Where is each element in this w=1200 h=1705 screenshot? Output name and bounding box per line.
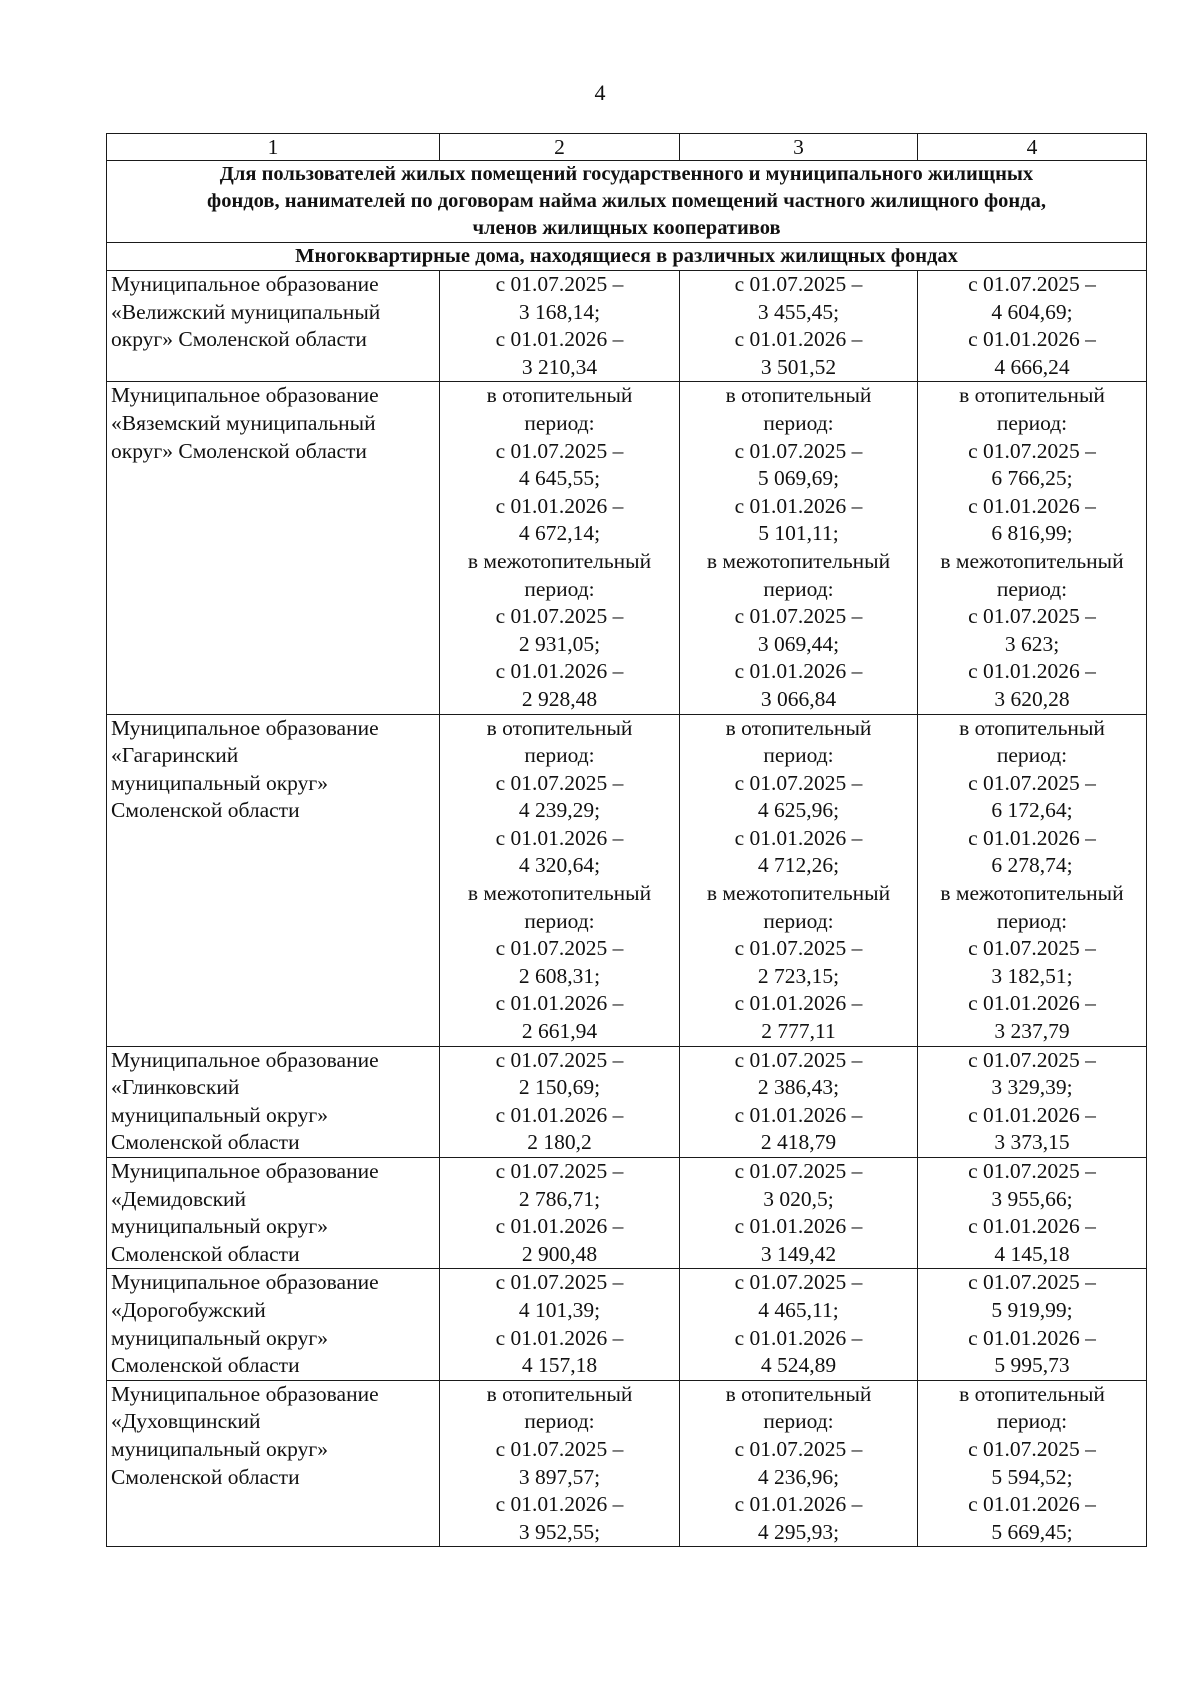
tariff-value-line: в отопительный <box>725 1381 872 1406</box>
tariff-value-line: с 01.01.2026 – <box>968 493 1096 518</box>
municipality-name-cell <box>107 271 440 382</box>
tariff-value-line: в межотопительный <box>940 548 1124 573</box>
tariff-value-line: с 01.07.2025 – <box>968 1047 1096 1072</box>
tariff-cell-col3 <box>680 714 918 1046</box>
municipality-name-line: округ» Смоленской области <box>111 327 367 352</box>
municipality-name-line: Муниципальное образование <box>111 383 379 408</box>
tariff-value-line: с 01.01.2026 – <box>734 825 863 850</box>
tariff-value-line: в отопительный <box>725 715 872 740</box>
municipality-name-line: муниципальный округ» <box>111 1102 328 1127</box>
tariff-value-line: 3 149,42 <box>760 1241 837 1266</box>
tariff-value-line: 2 786,71; <box>518 1186 601 1211</box>
tariff-value-line: с 01.07.2025 – <box>968 770 1096 795</box>
municipality-name-line: Муниципальное образование <box>111 715 379 740</box>
tariff-value-line: период: <box>996 576 1068 601</box>
tariff-value-line: с 01.07.2025 – <box>495 604 624 629</box>
tariff-value-line: 3 069,44; <box>757 631 840 656</box>
page-number: 4 <box>594 80 606 105</box>
tariff-value-line: 3 897,57; <box>518 1464 601 1489</box>
tariff-cell-col2 <box>440 1380 680 1547</box>
tariff-value-line: с 01.01.2026 – <box>495 1492 624 1517</box>
municipality-name-cell <box>107 1380 440 1547</box>
tariff-value-line: 3 237,79 <box>994 1019 1070 1044</box>
tariff-value-line: 3 455,45; <box>757 299 840 324</box>
tariff-value-line: с 01.07.2025 – <box>495 1159 624 1183</box>
tariff-value-line: 4 712,26; <box>757 853 840 878</box>
municipality-name-line: Смоленской области <box>111 1353 300 1378</box>
tariff-value-line: с 01.01.2026 – <box>734 1102 863 1127</box>
municipality-name-cell <box>107 1046 440 1157</box>
tariff-value-line: период: <box>524 410 595 435</box>
tariff-value-line: период: <box>763 908 834 933</box>
municipality-name-line: муниципальный округ» <box>111 770 328 795</box>
tariff-value-line: с 01.01.2026 – <box>968 1492 1096 1517</box>
tariff-cell-col2 <box>440 714 680 1046</box>
tariff-value-line: 3 168,14; <box>518 299 601 324</box>
municipality-name-line: Муниципальное образование <box>111 1381 379 1406</box>
tariff-value-line: с 01.07.2025 – <box>734 438 863 463</box>
tariff-value-line: с 01.01.2026 – <box>968 825 1096 850</box>
tariff-cell-col2 <box>440 271 680 382</box>
tariff-value-line: период: <box>763 410 834 435</box>
tariff-cell-col3 <box>680 382 918 714</box>
tariff-value-line: 2 418,79 <box>760 1130 837 1155</box>
tariff-value-line: 4 666,24 <box>994 354 1070 379</box>
municipality-name-line: муниципальный округ» <box>111 1436 328 1461</box>
municipality-name-line: Смоленской области <box>111 1464 300 1489</box>
tariff-value-line: период: <box>763 743 834 768</box>
column-number-3: 3 <box>680 134 918 161</box>
tariff-value-line: 4 645,55; <box>518 466 601 491</box>
tariff-value-line: период: <box>524 1409 595 1434</box>
tariff-value-line: 4 524,89 <box>760 1353 837 1378</box>
tariff-value-line: период: <box>763 576 834 601</box>
municipality-name-line: Муниципальное образование <box>111 1270 379 1295</box>
tariff-value-line: 6 172,64; <box>991 798 1073 823</box>
tariff-value-line: 3 952,55; <box>518 1519 601 1544</box>
table-row <box>107 271 1147 382</box>
tariff-table <box>106 133 1147 1547</box>
tariff-value-line: с 01.07.2025 – <box>495 936 624 961</box>
municipality-name-cell <box>107 1269 440 1380</box>
municipality-name-line: «Демидовский <box>111 1186 247 1211</box>
tariff-value-line: с 01.07.2025 – <box>968 1436 1096 1461</box>
tariff-value-line: период: <box>996 410 1068 435</box>
column-number-2: 2 <box>440 134 680 161</box>
municipality-name-cell <box>107 1158 440 1269</box>
table-row <box>107 714 1147 1046</box>
tariff-value-line: 4 157,18 <box>521 1353 598 1378</box>
table-row <box>107 1158 1147 1269</box>
tariff-value-line: 6 766,25; <box>991 466 1073 491</box>
tariff-value-line: 3 373,15 <box>994 1130 1070 1155</box>
tariff-value-line: 6 278,74; <box>991 853 1073 878</box>
tariff-value-line: 4 295,93; <box>757 1519 840 1544</box>
tariff-value-line: с 01.07.2025 – <box>968 936 1096 961</box>
tariff-value-line: 3 020,5; <box>763 1186 834 1211</box>
municipality-name-line: муниципальный округ» <box>111 1325 328 1350</box>
tariff-value-line: 4 320,64; <box>518 853 601 878</box>
tariff-value-line: период: <box>996 908 1068 933</box>
tariff-value-line: с 01.07.2025 – <box>734 936 863 961</box>
tariff-value-line: с 01.07.2025 – <box>734 1159 863 1183</box>
tariff-value-line: в отопительный <box>959 383 1105 408</box>
municipality-name-line: Смоленской области <box>111 1130 300 1155</box>
subsection-title-row <box>107 243 1147 271</box>
tariff-value-line: с 01.07.2025 – <box>734 604 863 629</box>
municipality-name-line: Муниципальное образование <box>111 1047 379 1072</box>
tariff-value-line: с 01.07.2025 – <box>495 1270 624 1295</box>
section-title-row <box>107 161 1147 243</box>
tariff-cell-col2 <box>440 1269 680 1380</box>
tariff-value-line: 3 182,51; <box>991 963 1073 988</box>
tariff-value-line: с 01.01.2026 – <box>495 327 624 352</box>
tariff-value-line: с 01.01.2026 – <box>734 1325 863 1350</box>
tariff-value-line: период: <box>524 743 595 768</box>
tariff-value-line: 3 623; <box>1004 631 1060 656</box>
tariff-value-line: в отопительный <box>725 383 872 408</box>
tariff-cell-col2 <box>440 1158 680 1269</box>
tariff-value-line: 2 386,43; <box>757 1075 840 1100</box>
tariff-value-line: 3 329,39; <box>991 1075 1073 1100</box>
tariff-cell-col4 <box>918 1269 1147 1380</box>
tariff-value-line: с 01.01.2026 – <box>968 1325 1096 1350</box>
tariff-value-line: с 01.07.2025 – <box>968 438 1096 463</box>
tariff-value-line: в отопительный <box>959 1381 1105 1406</box>
tariff-value-line: с 01.07.2025 – <box>734 1270 863 1295</box>
tariff-value-line: 5 669,45; <box>991 1519 1073 1544</box>
section-title <box>107 161 1147 243</box>
tariff-value-line: с 01.01.2026 – <box>734 493 863 518</box>
tariff-value-line: 3 501,52 <box>760 354 837 379</box>
tariff-value-line: с 01.01.2026 – <box>734 991 863 1016</box>
tariff-cell-col3 <box>680 1269 918 1380</box>
tariff-cell-col3 <box>680 1046 918 1157</box>
tariff-cell-col4 <box>918 714 1147 1046</box>
column-number-row <box>107 134 1147 161</box>
column-number-1: 1 <box>107 134 440 161</box>
tariff-value-line: 5 101,11; <box>758 521 839 546</box>
tariff-value-line: 4 625,96; <box>757 798 840 823</box>
tariff-value-line: 5 919,99; <box>991 1297 1073 1322</box>
tariff-value-line: 4 465,11; <box>758 1297 839 1322</box>
tariff-value-line: с 01.01.2026 – <box>968 1214 1096 1239</box>
tariff-value-line: 6 816,99; <box>991 521 1073 546</box>
tariff-value-line: с 01.01.2026 – <box>495 659 624 684</box>
tariff-value-line: 4 672,14; <box>518 521 601 546</box>
tariff-value-line: в отопительный <box>486 715 633 740</box>
tariff-value-line: с 01.07.2025 – <box>734 1436 863 1461</box>
municipality-name-line: Муниципальное образование <box>111 272 379 296</box>
tariff-cell-col2 <box>440 1046 680 1157</box>
tariff-cell-col4 <box>918 1158 1147 1269</box>
tariff-value-line: с 01.01.2026 – <box>495 493 624 518</box>
tariff-cell-col4 <box>918 271 1147 382</box>
municipality-name-line: Муниципальное образование <box>111 1159 379 1183</box>
tariff-value-line: 2 608,31; <box>518 963 601 988</box>
tariff-cell-col4 <box>918 382 1147 714</box>
tariff-value-line: 2 777,11 <box>761 1019 836 1044</box>
tariff-value-line: с 01.01.2026 – <box>734 1214 863 1239</box>
tariff-value-line: в межотопительный <box>467 548 652 573</box>
municipality-name-line: «Духовщинский <box>111 1409 261 1434</box>
table-row <box>107 1046 1147 1157</box>
tariff-value-line: с 01.07.2025 – <box>495 1436 624 1461</box>
tariff-value-line: 4 101,39; <box>518 1297 601 1322</box>
tariff-value-line: в межотопительный <box>706 881 891 906</box>
section-title-line: фондов, нанимателей по договорам найма жилых помещений частного жилищного фонда, <box>207 190 1046 212</box>
tariff-value-line: с 01.07.2025 – <box>968 272 1096 296</box>
tariff-value-line: в отопительный <box>486 383 633 408</box>
tariff-value-line: с 01.01.2026 – <box>495 825 624 850</box>
municipality-name-line: округ» Смоленской области <box>111 438 367 463</box>
tariff-value-line: 4 604,69; <box>991 299 1073 324</box>
tariff-value-line: 3 620,28 <box>994 686 1070 711</box>
tariff-value-line: 4 236,96; <box>757 1464 840 1489</box>
municipality-name-line: «Гагаринский <box>111 743 239 768</box>
tariff-cell-col3 <box>680 271 918 382</box>
tariff-value-line: с 01.07.2025 – <box>734 1047 863 1072</box>
tariff-value-line: с 01.07.2025 – <box>968 604 1096 629</box>
municipality-name-line: «Вяземский муниципальный <box>111 410 376 435</box>
municipality-name-line: «Велижский муниципальный <box>111 299 381 324</box>
tariff-value-line: 2 180,2 <box>527 1130 592 1155</box>
table-row <box>107 1269 1147 1380</box>
municipality-name-line: «Дорогобужский <box>111 1297 266 1322</box>
tariff-value-line: с 01.07.2025 – <box>968 1270 1096 1295</box>
tariff-cell-col4 <box>918 1380 1147 1547</box>
tariff-value-line: с 01.07.2025 – <box>495 272 624 296</box>
tariff-value-line: в отопительный <box>486 1381 633 1406</box>
tariff-value-line: в межотопительный <box>940 881 1124 906</box>
column-number-4: 4 <box>918 134 1147 161</box>
tariff-value-line: с 01.01.2026 – <box>968 659 1096 684</box>
subsection-title: Многоквартирные дома, находящиеся в различных жилищных фондах <box>107 243 1147 271</box>
section-title-line: Для пользователей жилых помещений государственного и муниципального жилищных <box>219 163 1034 185</box>
tariff-value-line: с 01.01.2026 – <box>495 1325 624 1350</box>
tariff-value-line: 5 594,52; <box>991 1464 1073 1489</box>
tariff-cell-col2 <box>440 382 680 714</box>
municipality-name-line: Смоленской области <box>111 798 300 823</box>
tariff-value-line: с 01.01.2026 – <box>495 991 624 1016</box>
tariff-value-line: с 01.01.2026 – <box>968 991 1096 1016</box>
municipality-name-cell <box>107 714 440 1046</box>
tariff-value-line: 2 150,69; <box>518 1075 601 1100</box>
tariff-value-line: в отопительный <box>959 715 1105 740</box>
tariff-value-line: 2 900,48 <box>521 1241 598 1266</box>
tariff-value-line: с 01.01.2026 – <box>734 327 863 352</box>
tariff-value-line: 2 928,48 <box>521 686 598 711</box>
tariff-value-line: с 01.01.2026 – <box>734 659 863 684</box>
tariff-value-line: 5 069,69; <box>757 466 840 491</box>
municipality-name-line: муниципальный округ» <box>111 1214 328 1239</box>
tariff-value-line: 3 066,84 <box>760 686 837 711</box>
tariff-value-line: период: <box>524 908 595 933</box>
tariff-value-line: с 01.01.2026 – <box>968 1102 1096 1127</box>
tariff-value-line: период: <box>524 576 595 601</box>
tariff-value-line: с 01.07.2025 – <box>495 770 624 795</box>
tariff-value-line: с 01.01.2026 – <box>968 327 1096 352</box>
tariff-value-line: с 01.07.2025 – <box>495 438 624 463</box>
tariff-value-line: период: <box>763 1409 834 1434</box>
tariff-value-line: 2 931,05; <box>518 631 601 656</box>
table-row <box>107 382 1147 714</box>
tariff-value-line: с 01.01.2026 – <box>495 1214 624 1239</box>
tariff-cell-col4 <box>918 1046 1147 1157</box>
tariff-value-line: в межотопительный <box>467 881 652 906</box>
tariff-value-line: период: <box>996 743 1068 768</box>
tariff-value-line: 2 661,94 <box>521 1019 598 1044</box>
tariff-value-line: 4 145,18 <box>994 1241 1070 1266</box>
tariff-value-line: период: <box>996 1409 1068 1434</box>
table-row <box>107 1380 1147 1547</box>
tariff-value-line: с 01.07.2025 – <box>734 272 863 296</box>
municipality-name-line: Смоленской области <box>111 1241 300 1266</box>
tariff-value-line: 5 995,73 <box>994 1353 1070 1378</box>
tariff-value-line: с 01.01.2026 – <box>734 1492 863 1517</box>
tariff-cell-col3 <box>680 1158 918 1269</box>
tariff-value-line: с 01.07.2025 – <box>734 770 863 795</box>
tariff-value-line: 2 723,15; <box>757 963 840 988</box>
tariff-value-line: 3 210,34 <box>521 354 598 379</box>
tariff-cell-col3 <box>680 1380 918 1547</box>
municipality-name-cell <box>107 382 440 714</box>
tariff-value-line: в межотопительный <box>706 548 891 573</box>
municipality-name-line: «Глинковский <box>111 1075 240 1100</box>
tariff-value-line: с 01.01.2026 – <box>495 1102 624 1127</box>
tariff-value-line: 3 955,66; <box>991 1186 1073 1211</box>
tariff-value-line: с 01.07.2025 – <box>495 1047 624 1072</box>
section-title-line: членов жилищных кооперативов <box>472 217 781 239</box>
tariff-value-line: 4 239,29; <box>518 798 601 823</box>
tariff-value-line: с 01.07.2025 – <box>968 1159 1096 1183</box>
